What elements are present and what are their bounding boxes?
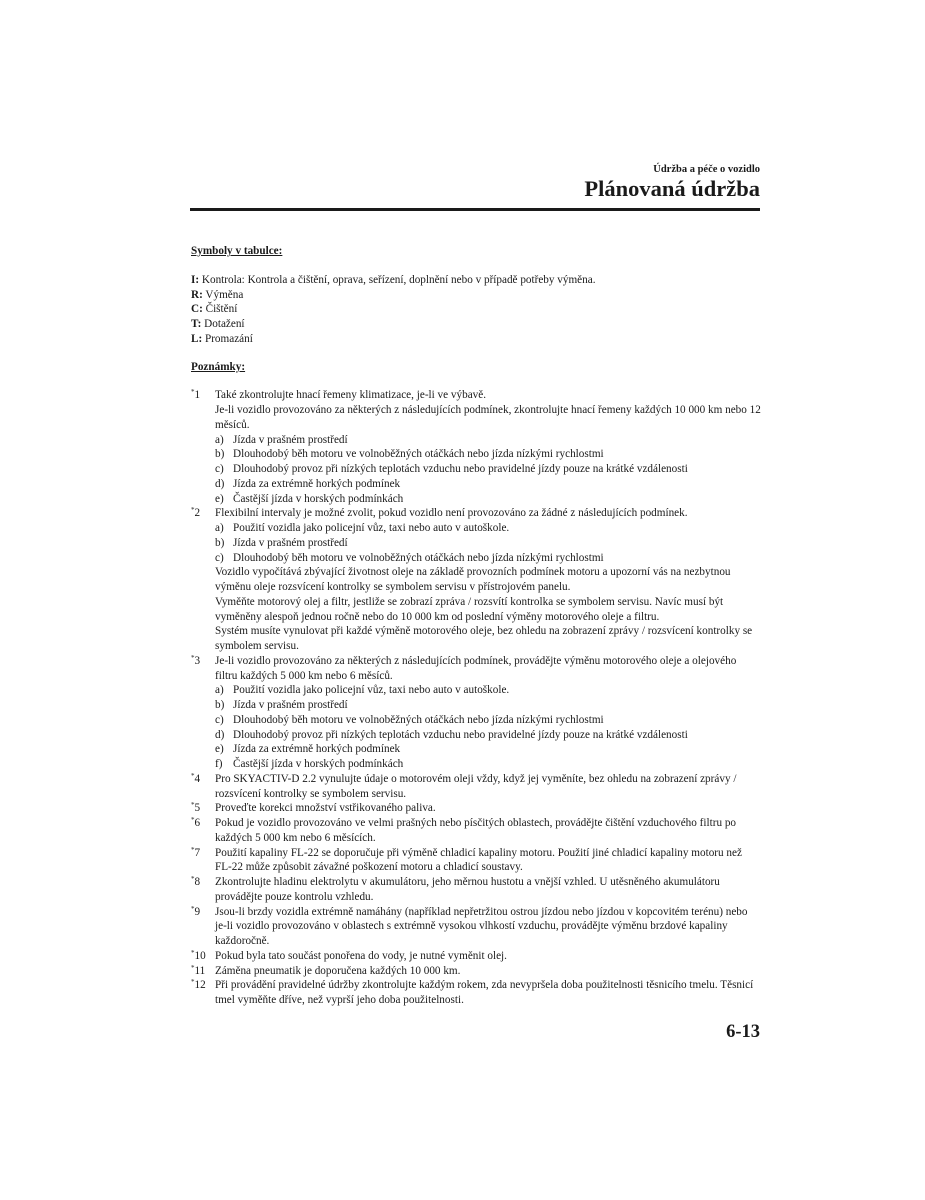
note-item <box>191 846 761 876</box>
note-item <box>191 875 761 905</box>
note-asterisk: * <box>191 948 195 957</box>
symbol-description: Výměna <box>205 288 244 301</box>
note-marker <box>191 949 206 964</box>
symbol-item <box>191 332 761 347</box>
note-number: 7 <box>194 846 201 859</box>
note-number: 5 <box>194 802 201 815</box>
note-marker <box>191 506 200 521</box>
spacer <box>191 259 761 273</box>
note-paragraph: Vyměňte motorový olej a filtr, jestliže se zobrazí zpráva / rozsvítí kontrolka se symbolem servisu. Navíc musí být vyměněny alespoň jednou ročně nebo do 10 000 km od poslední výměny motorového oleje a filtru. <box>215 595 724 623</box>
symbol-description: Čištění <box>205 303 238 316</box>
note-paragraph: Při provádění pravidelné údržby zkontrolujte každým rokem, zda nevypršela doba použitelnosti těsnicího tmelu. Těsnicí tmel vyměňte dříve, než vyprší jeho doba použitelnosti. <box>215 979 754 1006</box>
condition-letter: a) <box>215 433 224 446</box>
page-number: 6-13 <box>726 1022 760 1042</box>
condition-text: Dlouhodobý běh motoru ve volnoběžných otáčkách nebo jízda nízkými rychlostmi <box>233 551 604 564</box>
note-paragraph: Pokud byla tato součást ponořena do vody, je nutné vyměnit olej. <box>215 949 507 962</box>
note-asterisk: * <box>191 801 195 810</box>
note-paragraph: Proveďte korekci množství vstřikovaného paliva. <box>215 802 436 815</box>
note-paragraph: Je-li vozidlo provozováno za některých z následujících podmínek, provádějte výměnu motorového oleje a olejového filtru každých 5 000 km nebo 6 měsíců. <box>215 654 737 682</box>
condition-text: Použití vozidla jako policejní vůz, taxi nebo auto v autoškole. <box>233 684 510 697</box>
note-marker <box>191 654 200 669</box>
condition-letter: d) <box>215 477 225 490</box>
note-number: 11 <box>194 964 206 977</box>
symbol-description: Kontrola: Kontrola a čištění, oprava, seřízení, doplnění nebo v případě potřeby výměna. <box>201 273 596 286</box>
condition-letter: f) <box>215 758 223 770</box>
condition-text: Jízda v prašném prostředí <box>233 699 348 711</box>
note-item <box>191 388 761 506</box>
symbol-code: L: <box>191 332 203 345</box>
note-asterisk: * <box>191 506 195 515</box>
note-condition <box>215 477 761 492</box>
condition-text: Dlouhodobý provoz při nízkých teplotách vzduchu nebo pravidelné jízdy pouze na krátké vzdálenosti <box>233 728 688 741</box>
note-condition <box>215 757 761 772</box>
note-paragraph: Systém musíte vynulovat při každé výměně motorového oleje, bez ohledu na zobrazení zprávy / rozsvícení kontrolky se symbolem servisu. <box>215 625 753 652</box>
condition-text: Dlouhodobý běh motoru ve volnoběžných otáčkách nebo jízda nízkými rychlostmi <box>233 713 604 726</box>
note-condition <box>215 683 761 698</box>
note-item <box>191 964 761 979</box>
note-marker <box>191 964 205 979</box>
symbol-description: Promazání <box>204 332 253 345</box>
note-item <box>191 978 761 1008</box>
spacer <box>191 347 761 360</box>
spacer <box>191 374 761 388</box>
symbol-code: I: <box>191 273 200 286</box>
note-condition <box>215 551 761 566</box>
note-marker <box>191 905 200 920</box>
note-number: 8 <box>194 876 201 888</box>
note-asterisk: * <box>191 771 195 780</box>
note-asterisk: * <box>191 978 195 987</box>
condition-letter: e) <box>215 743 224 756</box>
symbols-heading: Symboly v tabulce: <box>191 245 283 257</box>
symbol-item <box>191 288 761 303</box>
condition-letter: b) <box>215 448 225 461</box>
symbol-code: R: <box>191 288 203 301</box>
condition-text: Použití vozidla jako policejní vůz, taxi nebo auto v autoškole. <box>233 522 510 534</box>
note-item <box>191 816 761 846</box>
note-number: 10 <box>194 949 206 962</box>
note-asterisk: * <box>191 875 195 883</box>
note-paragraph: Také zkontrolujte hnací řemeny klimatizace, je-li ve výbavě. <box>215 389 487 402</box>
note-number: 4 <box>194 772 201 785</box>
symbol-code: C: <box>191 303 203 316</box>
note-item <box>191 772 761 802</box>
page-content <box>191 244 761 1008</box>
note-paragraph: Je-li vozidlo provozováno za některých z následujících podmínek, zkontrolujte hnací řemeny každých 10 000 km nebo 12 měsíců. <box>215 404 761 431</box>
condition-text: Jízda v prašném prostředí <box>233 536 348 549</box>
symbol-item <box>191 302 761 317</box>
note-marker <box>191 772 200 787</box>
note-paragraph: Flexibilní intervaly je možné zvolit, pokud vozidlo není provozováno za žádné z následujících podmínek. <box>215 507 688 520</box>
note-condition <box>215 433 761 448</box>
condition-text: Dlouhodobý provoz při nízkých teplotách vzduchu nebo pravidelné jízdy pouze na krátké vzdálenosti <box>233 463 688 475</box>
note-asterisk: * <box>191 904 195 913</box>
note-number: 3 <box>194 654 201 667</box>
symbol-item <box>191 317 761 332</box>
note-item <box>191 905 761 949</box>
symbol-code: T: <box>191 318 202 330</box>
note-paragraph: Zkontrolujte hladinu elektrolytu v akumulátoru, jeho měrnou hustotu a vnější vzhled. U utěsněného akumulátoru provádějte pouze kontrolu vzhledu. <box>215 876 720 903</box>
note-condition <box>215 698 761 713</box>
condition-text: Jízda za extrémně horkých podmínek <box>233 477 401 490</box>
condition-letter: b) <box>215 699 225 711</box>
note-item <box>191 949 761 964</box>
note-condition <box>215 521 761 536</box>
note-asterisk: * <box>191 653 195 662</box>
note-marker <box>191 816 200 831</box>
note-marker <box>191 388 200 403</box>
condition-letter: d) <box>215 728 225 741</box>
condition-letter: c) <box>215 463 224 475</box>
note-paragraph: Použití kapaliny FL-22 se doporučuje při výměně chladicí kapaliny motoru. Použití jiné chladicí kapaliny motoru než FL-22 může způsobit závažné poškození motoru a chladicí soustavy. <box>215 846 742 874</box>
notes-list <box>191 388 761 1008</box>
condition-text: Jízda v prašném prostředí <box>233 433 348 446</box>
note-condition <box>215 462 761 477</box>
note-item <box>191 801 761 816</box>
symbol-item <box>191 273 761 288</box>
note-condition <box>215 713 761 728</box>
symbol-description: Dotažení <box>204 318 245 330</box>
condition-text: Častější jízda v horských podmínkách <box>233 492 404 505</box>
note-number: 12 <box>194 979 206 992</box>
note-number: 2 <box>194 507 201 520</box>
note-marker <box>191 846 200 861</box>
condition-text: Častější jízda v horských podmínkách <box>233 758 404 770</box>
note-asterisk: * <box>191 845 195 854</box>
note-paragraph: Vozidlo vypočítává zbývající životnost oleje na základě provozních podmínek motoru a upozorní vás na nezbytnou výměnu oleje rozsvícení kontrolky se symbolem servisu v přístrojovém panelu. <box>215 566 731 593</box>
note-number: 9 <box>194 905 201 918</box>
condition-letter: a) <box>215 684 224 697</box>
condition-letter: e) <box>215 492 224 505</box>
condition-text: Jízda za extrémně horkých podmínek <box>233 743 401 756</box>
section-title: Údržba a péče o vozidlo <box>653 164 760 175</box>
note-paragraph: Pokud je vozidlo provozováno ve velmi prašných nebo písčitých oblastech, provádějte čištění vzduchového filtru po každých 5 000 km nebo 6 měsících. <box>215 817 737 844</box>
condition-letter: b) <box>215 536 225 549</box>
note-condition <box>215 728 761 743</box>
note-asterisk: * <box>191 388 195 397</box>
note-condition <box>215 492 761 507</box>
note-asterisk: * <box>191 963 195 972</box>
note-marker <box>191 875 200 890</box>
note-condition <box>215 742 761 757</box>
note-item <box>191 654 761 772</box>
notes-heading: Poznámky: <box>191 360 246 373</box>
note-condition <box>215 447 761 462</box>
page-title: Plánovaná údržba <box>584 176 760 201</box>
note-asterisk: * <box>191 816 195 824</box>
condition-letter: c) <box>215 713 224 726</box>
symbols-list <box>191 273 761 347</box>
condition-letter: c) <box>215 551 224 564</box>
note-number: 6 <box>194 817 201 829</box>
condition-letter: a) <box>215 522 224 534</box>
note-item <box>191 506 761 654</box>
note-number: 1 <box>194 389 201 402</box>
note-paragraph: Jsou-li brzdy vozidla extrémně namáhány (například nepřetržitou ostrou jízdou nebo jízdou v kopcovitém terénu) nebo je-li vozidlo provozováno v oblastech s extrémně vysokou vlhkostí vzduchu, provádějte výměnu brzdové kapaliny každoročně. <box>215 905 748 947</box>
note-condition <box>215 536 761 551</box>
header-divider <box>190 208 760 211</box>
condition-text: Dlouhodobý běh motoru ve volnoběžných otáčkách nebo jízda nízkými rychlostmi <box>233 448 604 461</box>
note-marker <box>191 978 206 993</box>
note-paragraph: Záměna pneumatik je doporučena každých 10 000 km. <box>215 964 461 977</box>
note-marker <box>191 801 200 816</box>
note-paragraph: Pro SKYACTIV-D 2.2 vynulujte údaje o motorovém oleji vždy, když jej vyměníte, bez ohledu na zobrazení zprávy / rozsvícení kontrolky se symbolem servisu. <box>215 772 737 800</box>
